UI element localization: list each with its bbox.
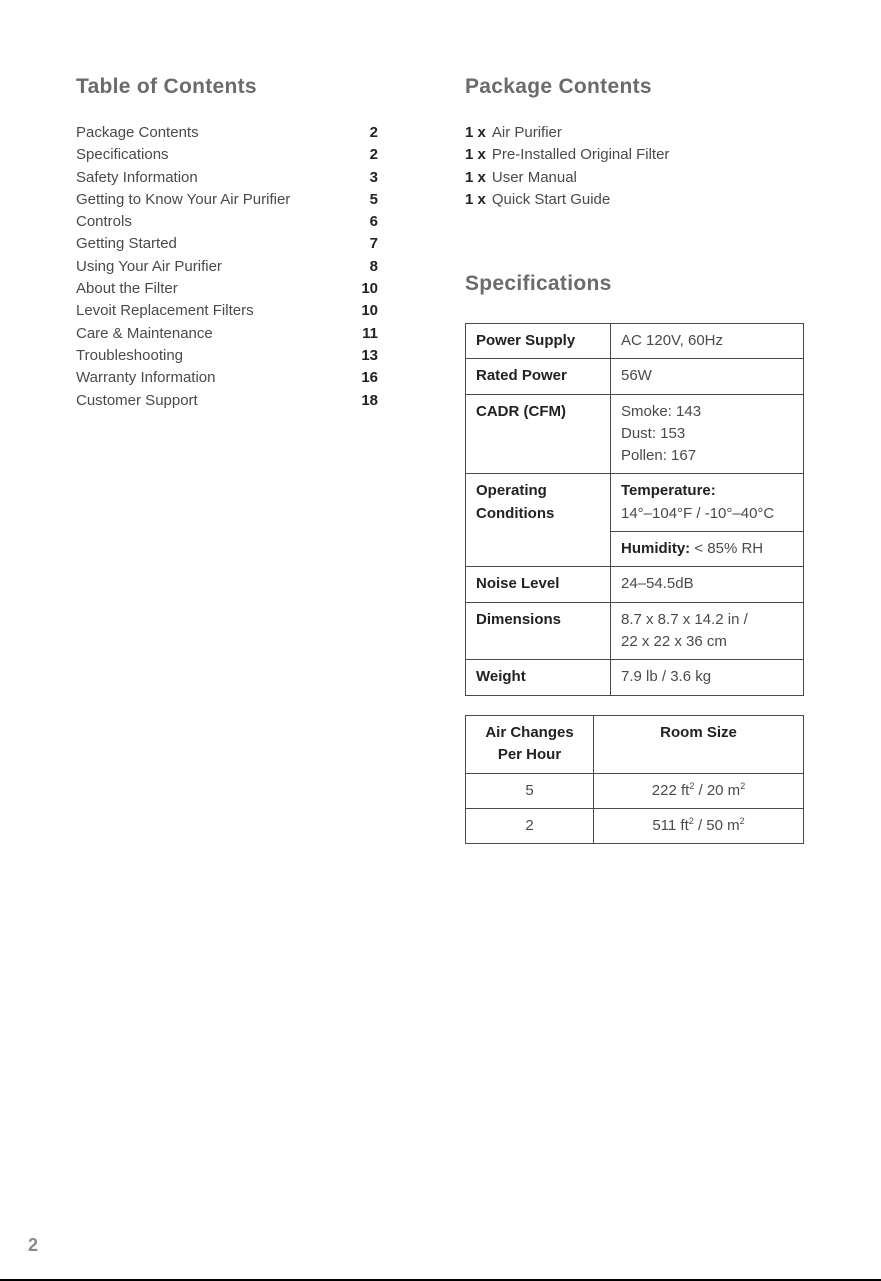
toc-item-page: 2 xyxy=(369,124,378,141)
toc-item-page: 11 xyxy=(362,324,378,342)
room-size-ft: 222 ft xyxy=(651,781,690,799)
table-row xyxy=(466,773,804,808)
superscript: 2 xyxy=(689,780,695,791)
spec-label: Weight xyxy=(466,660,611,695)
table-row xyxy=(466,394,804,474)
toc-item-label: Package Contents xyxy=(76,124,199,141)
temperature-label: Temperature: xyxy=(621,482,716,500)
toc-item[interactable] xyxy=(76,278,378,300)
room-size-value xyxy=(594,773,804,808)
room-size-table xyxy=(465,715,804,844)
toc-item-page: 16 xyxy=(361,369,378,387)
table-row xyxy=(466,602,804,660)
table-row xyxy=(466,359,804,394)
spec-label: Power Supply xyxy=(466,324,611,359)
room-size-ft: 511 ft xyxy=(652,816,689,834)
toc-item-page: 10 xyxy=(361,302,378,320)
package-item-qty: 1 x xyxy=(465,168,486,186)
room-size-header: Room Size xyxy=(594,716,804,774)
toc-item-page: 3 xyxy=(369,168,378,186)
toc-item-page: 2 xyxy=(369,146,378,164)
toc-item-label: Controls xyxy=(76,213,132,231)
toc-item-page: 5 xyxy=(369,190,378,208)
room-size-m: / 50 m xyxy=(693,816,740,834)
toc-item[interactable] xyxy=(76,323,378,345)
toc-item[interactable] xyxy=(76,211,378,233)
humidity-value: < 85% RH xyxy=(690,540,764,558)
spec-value xyxy=(611,532,804,567)
toc-item[interactable] xyxy=(76,345,378,367)
room-size-value xyxy=(594,808,804,843)
specifications-title: Specifications xyxy=(465,272,612,295)
spec-value: Smoke: 143 Dust: 153 Pollen: 167 xyxy=(611,394,804,474)
room-size-m: / 20 m xyxy=(694,781,741,799)
table-row xyxy=(466,567,804,602)
toc-item-label: Troubleshooting xyxy=(76,346,184,364)
superscript: 2 xyxy=(740,780,746,791)
toc-item-label: Care & Maintenance xyxy=(76,324,213,342)
air-changes-value: 5 xyxy=(466,773,594,808)
superscript: 2 xyxy=(688,815,694,826)
air-changes-header: Air Changes Per Hour xyxy=(466,716,594,774)
spec-value: 56W xyxy=(611,359,804,394)
package-contents-title: Package Contents xyxy=(465,75,652,98)
toc-item-page: 7 xyxy=(369,235,378,253)
table-row xyxy=(466,474,804,532)
toc-item-page: 10 xyxy=(361,280,378,298)
table-header-row xyxy=(466,716,804,774)
table-of-contents xyxy=(76,122,378,412)
spec-label: Noise Level xyxy=(466,567,611,602)
page-number: 2 xyxy=(28,1235,39,1255)
table-row xyxy=(466,660,804,695)
table-row xyxy=(466,808,804,843)
toc-item-label: Warranty Information xyxy=(76,369,216,387)
package-item-label: User Manual xyxy=(491,168,577,186)
spec-value: AC 120V, 60Hz xyxy=(611,324,804,359)
humidity-label: Humidity: xyxy=(621,540,691,558)
package-item xyxy=(465,167,669,189)
package-item xyxy=(465,189,669,211)
toc-item-label: Levoit Replacement Filters xyxy=(76,302,254,320)
package-item-label: Quick Start Guide xyxy=(491,190,611,208)
temperature-value: 14°–104°F / -10°–40°C xyxy=(621,504,775,522)
toc-item-label: Specifications xyxy=(76,146,169,164)
package-contents-list xyxy=(465,122,669,211)
package-item-qty: 1 x xyxy=(465,190,486,208)
package-item xyxy=(465,144,669,166)
spec-label: CADR (CFM) xyxy=(466,394,611,474)
toc-item[interactable] xyxy=(76,189,378,211)
package-item-qty: 1 x xyxy=(465,124,486,141)
toc-item[interactable] xyxy=(76,256,378,278)
package-item-label: Pre-Installed Original Filter xyxy=(491,146,670,164)
toc-item[interactable] xyxy=(76,167,378,189)
toc-item[interactable] xyxy=(76,390,378,412)
toc-item-label: Customer Support xyxy=(76,391,198,409)
spec-label: Dimensions xyxy=(466,602,611,660)
table-row xyxy=(466,324,804,359)
spec-value: 7.9 lb / 3.6 kg xyxy=(611,660,804,695)
spec-value: 8.7 x 8.7 x 14.2 in / 22 x 22 x 36 cm xyxy=(611,602,804,660)
toc-item[interactable] xyxy=(76,233,378,255)
toc-item[interactable] xyxy=(76,122,378,144)
air-changes-value: 2 xyxy=(466,808,594,843)
toc-item-page: 8 xyxy=(369,257,378,275)
toc-title: Table of Contents xyxy=(76,75,257,98)
spec-label: Operating Conditions xyxy=(466,474,611,567)
toc-item-label: Using Your Air Purifier xyxy=(76,257,222,275)
toc-item-label: Safety Information xyxy=(76,168,198,186)
spec-value: 24–54.5dB xyxy=(611,567,804,602)
toc-item-page: 13 xyxy=(361,346,378,364)
package-item xyxy=(465,122,669,144)
toc-item[interactable] xyxy=(76,300,378,322)
toc-item-label: About the Filter xyxy=(76,280,178,298)
package-item-label: Air Purifier xyxy=(491,124,562,141)
toc-item[interactable] xyxy=(76,367,378,389)
toc-item[interactable] xyxy=(76,144,378,166)
specifications-table xyxy=(465,323,804,696)
spec-value xyxy=(611,474,804,532)
toc-item-page: 18 xyxy=(361,391,378,409)
superscript: 2 xyxy=(739,815,745,826)
toc-item-label: Getting Started xyxy=(76,235,177,253)
package-item-qty: 1 x xyxy=(465,146,486,164)
spec-label: Rated Power xyxy=(466,359,611,394)
toc-item-label: Getting to Know Your Air Purifier xyxy=(76,190,291,208)
toc-item-page: 6 xyxy=(369,213,378,231)
